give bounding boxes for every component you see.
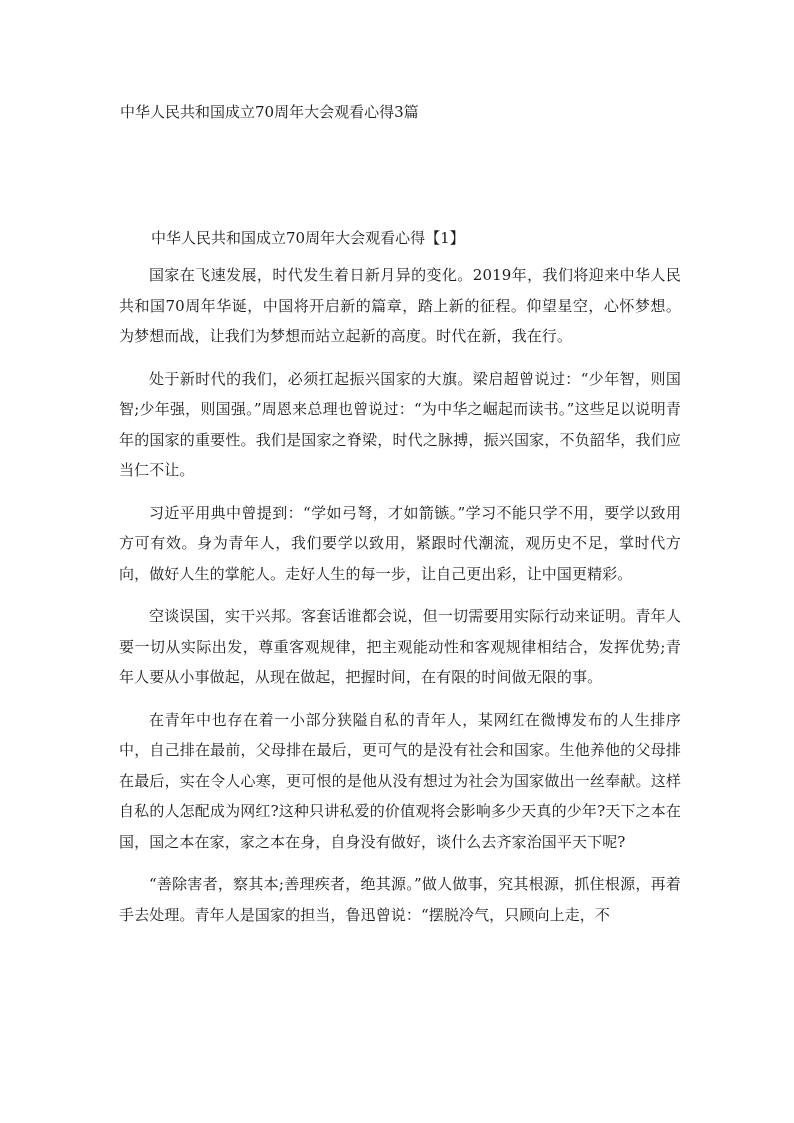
paragraph: 空谈误国，实干兴邦。客套话谁都会说，但一切需要用实际行动来证明。青年人要一切从实际出发，尊重客观规律，把主观能动性和客观规律相结合，发挥优势;青年人要从小事做起，从现在做起，把握时间，在有限的时间做无限的事。 bbox=[119, 607, 681, 686]
paragraph: 国家在飞速发展，时代发生着日新月异的变化。2019年，我们将迎来中华人民共和国70周年华诞，中国将开启新的篇章，踏上新的征程。仰望星空，心怀梦想。为梦想而战，让我们为梦想而站立起新的高度。时代在新，我在行。 bbox=[119, 266, 681, 345]
section-heading: 中华人民共和国成立70周年大会观看心得【1】 bbox=[151, 229, 465, 247]
paragraph: 处于新时代的我们，必须扛起振兴国家的大旗。梁启超曾说过：“少年智，则国智;少年强，则国强。”周恩来总理也曾说过：“为中华之崛起而读书。”这些足以说明青年的国家的重要性。我们是国家之脊梁，时代之脉搏，振兴国家，不负韶华，我们应当仁不让。 bbox=[119, 369, 681, 479]
paragraph: 在青年中也存在着一小部分狭隘自私的青年人，某网红在微博发布的人生排序中，自己排在最前，父母排在最后，更可气的是没有社会和国家。生他养他的父母排在最后，实在令人心寒，更可恨的是他从没有想过为社会为国家做出一丝奉献。这样自私的人怎配成为网红?这种只讲私爱的价值观将会影响多少天真的少年?天下之本在国，国之本在家，家之本在身，自身没有做好，谈什么去齐家治国平天下呢? bbox=[119, 710, 681, 851]
document-title: 中华人民共和国成立70周年大会观看心得3篇 bbox=[120, 103, 419, 121]
body-text bbox=[119, 260, 681, 942]
paragraph: “善除害者，察其本;善理疾者，绝其源。”做人做事，究其根源，抓住根源，再着手去处理。青年人是国家的担当，鲁迅曾说：“摆脱冷气，只顾向上走，不 bbox=[119, 875, 681, 924]
paragraph: 习近平用典中曾提到：“学如弓弩，才如箭镞。”学习不能只学不用，要学以致用方可有效。身为青年人，我们要学以致用，紧跟时代潮流，观历史不足，掌时代方向，做好人生的掌舵人。走好人生的每一步，让自己更出彩，让中国更精彩。 bbox=[119, 503, 681, 583]
